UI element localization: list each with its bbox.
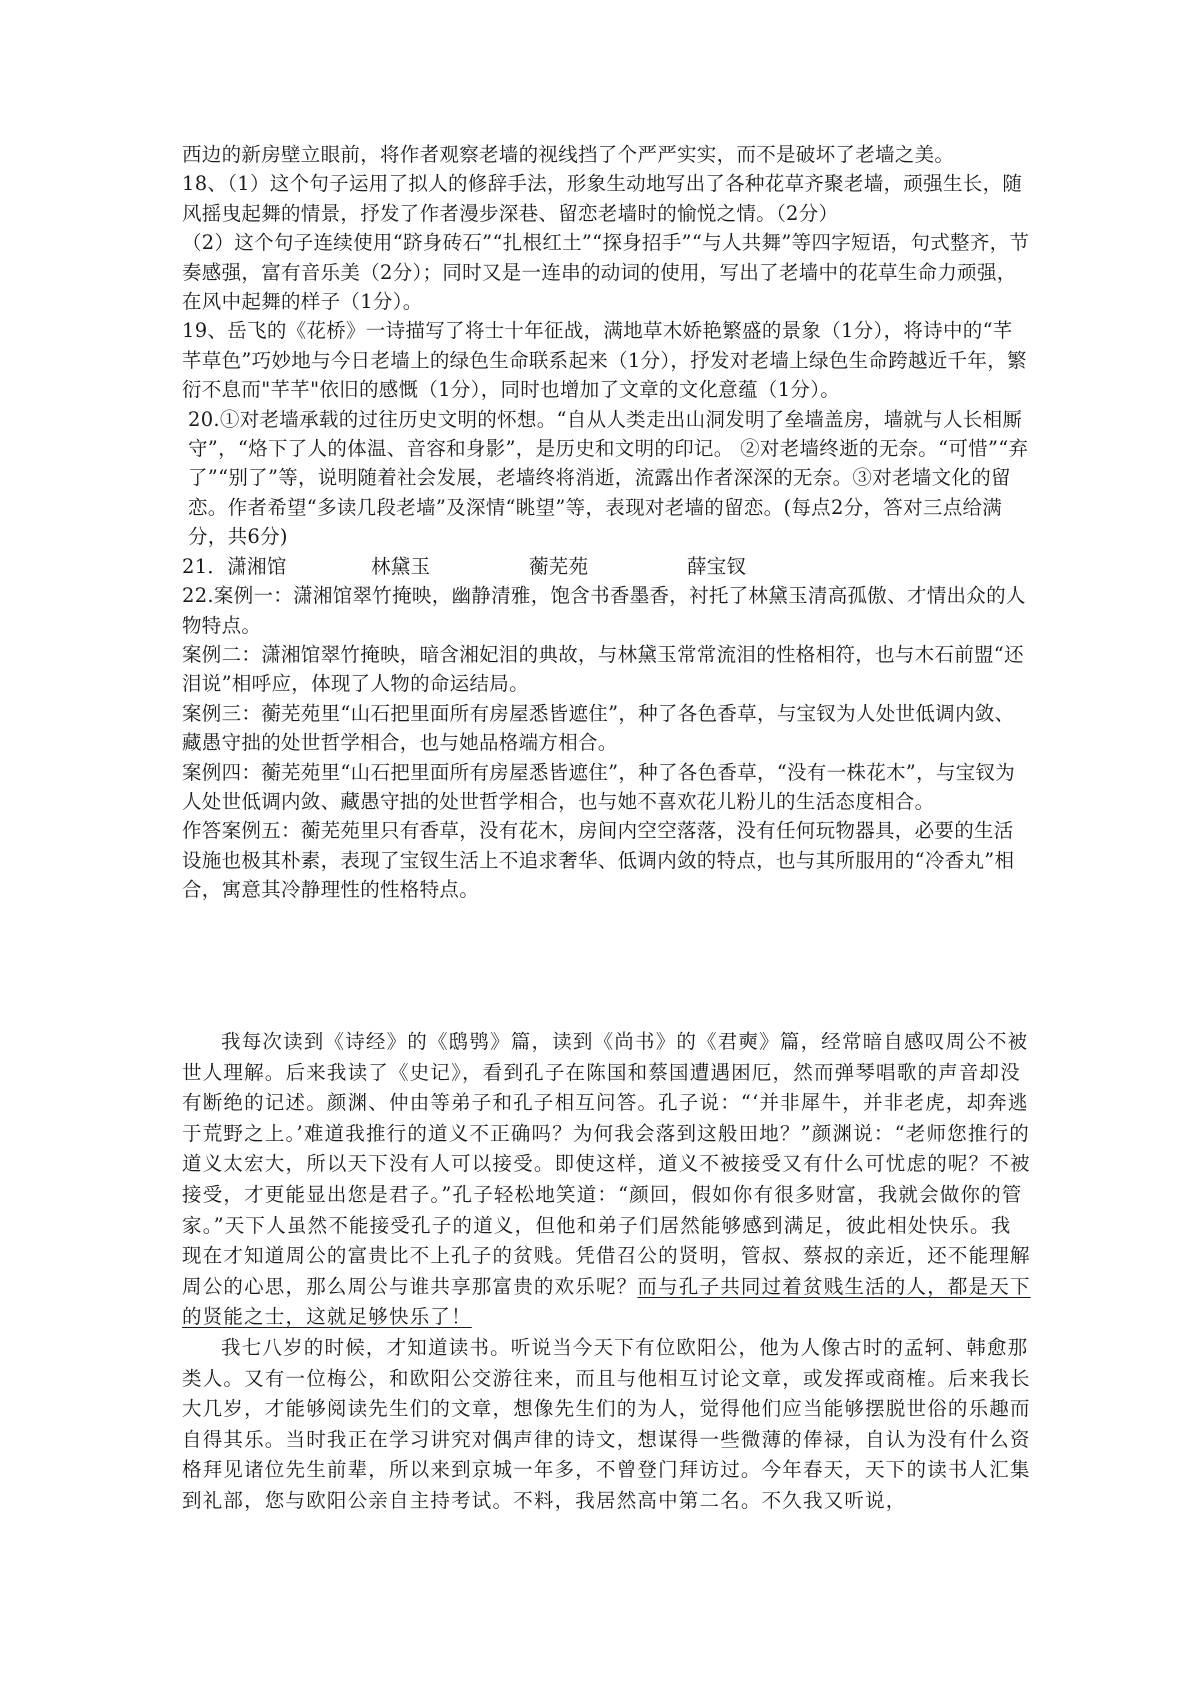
answer-18-part1: 18、（1）这个句子运用了拟人的修辞手法，形象生动地写出了各种花草齐聚老墙，顽强生长，随风摇曳起舞的情景，抒发了作者漫步深巷、留恋老墙时的愉悦之情。（2分）: [182, 172, 1023, 225]
answer-17-continuation: 西边的新房壁立眼前，将作者观察老墙的视线挡了个严严实实，而不是破坏了老墙之美。: [182, 143, 955, 166]
answer-22-case-2: 案例二：潇湘馆翠竹掩映，暗含湘妃泪的典故，与林黛玉常常流泪的性格相符，也与木石前盟“还泪说”相呼应，体现了人物的命运结局。: [182, 642, 1024, 696]
answer-19: 19、岳飞的《花桥》一诗描写了将士十年征战，满地草木娇艳繁盛的景象（1分），将诗中的“芊芊草色”巧妙地与今日老墙上的绿色生命联系起来（1分），抒发对老墙上绿色生命跨越近千年，繁衍不息而"芊芊"依旧的感慨（1分），同时也增加了文章的文化意蕴（1分）。: [182, 319, 1027, 402]
answer-22-case-4: 案例四：蘅芜苑里“山石把里面所有房屋悉皆遮住”，种了各色香草，“没有一株花木”，与宝钗为人处世低调内敛、藏愚守拙的处世哲学相合，也与她不喜欢花儿粉儿的生活态度相合。: [182, 760, 1016, 813]
answer-21-person-1: 林黛玉: [371, 554, 431, 578]
answer-21-place-1: 21．潇湘馆: [182, 554, 287, 578]
passage-paragraph-1-text: 我每次读到《诗经》的《鸱鸮》篇，读到《尚书》的《君奭》篇，经常暗自感叹周公不被世人理解。后来我读了《史记》，看到孔子在陈国和蔡国遭遇困厄，然而弹琴唱歌的声音却没有断绝的记述。颜渊、仲由等弟子和孔子相互问答。孔子说：“‘并非犀牛，并非老虎，却奔逃于荒野之上。’难道我推行的道义不正确吗？为何我会落到这般田地？”颜渊说：“老师您推行的道义太宏大，所以天下没有人可以接受。即使这样，道义不被接受又有什么可忧虑的呢？不被接受，才更能显出您是君子。”孔子轻松地笑道：“颜回，假如你有很多财富，我就会做你的管家。”天下人虽然不能接受孔子的道义，但他和弟子们居然能够感到满足，彼此相处快乐。我现在才知道周公的富贵比不上孔子的贫贱。凭借召公的贤明，管叔、蔡叔的亲近，还不能理解周公的心思，那么周公与谁共享那富贵的欢乐呢？: [182, 1030, 1031, 1298]
answer-22-case-5: 作答案例五：蘅芜苑里只有香草，没有花木，房间内空空落落，没有任何玩物器具，必要的生活设施也极其朴素，表现了宝钗生活上不追求奢华、低调内敛的特点，也与其所服用的“冷香丸”相合，寓意其冷静理性的性格特点。: [182, 819, 1015, 902]
passage-paragraph-2: 我七八岁的时候，才知道读书。听说当今天下有位欧阳公，他为人像古时的孟轲、韩愈那类人。又有一位梅公，和欧阳公交游往来，而且与他相互讨论文章，或发挥或商榷。后来我长大几岁，才能够阅读先生们的文章，想像先生们的为人，觉得他们应当能够摆脱世俗的乐趣而自得其乐。当时我正在学习讲究对偶声律的诗文，想谋得一些微薄的俸禄，自认为没有什么资格拜见诸位先生前辈，所以来到京城一年多，不曾登门拜访过。今年春天，天下的读书人汇集到礼部，您与欧阳公亲自主持考试。不料，我居然高中第二名。不久我又听说，: [182, 1335, 1031, 1512]
answer-21-person-2: 薛宝钗: [687, 554, 747, 578]
answer-key-section: [182, 140, 1032, 905]
passage-paragraph-1: [182, 1027, 1032, 1333]
answer-21-place-2: 蘅芜苑: [529, 554, 589, 578]
translation-passage: [182, 1027, 1032, 1517]
underlined-sentence: 而与孔子共同过着贫贱生活的人，都是天下的贤能之士，这就足够快乐了！: [182, 1274, 1031, 1329]
answer-18-part2: （2）这个句子连续使用“跻身砖石”“扎根红土”“探身招手”“与人共舞”等四字短语，句式整齐，节奏感强，富有音乐美（2分）；同时又是一连串的动词的使用，写出了老墙中的花草生命力顽强，在风中起舞的样子（1分）。: [182, 231, 1030, 314]
answer-20: 20.①对老墙承载的过往历史文明的怀想。“自从人类走出山洞发明了垒墙盖房，墙就与人长相厮守”，“烙下了人的体温、音容和身影”，是历史和文明的印记。 ②对老墙终逝的无奈。“可惜”“弃了”“别了”等，说明随着社会发展，老墙终将消逝，流露出作者深深的无奈。③对老墙文化的留恋。作者希望“多读几段老墙”及深情“眺望”等，表现对老墙的留恋。(每点2分，答对三点给满分，共6分): [188, 407, 1029, 549]
answer-21: [182, 552, 1032, 581]
answer-22-case-1: 22.案例一：潇湘馆翠竹掩映，幽静清雅，饱含书香墨香，衬托了林黛玉清高孤傲、才情出众的人物特点。: [182, 584, 1026, 637]
answer-22-case-3: 案例三：蘅芜苑里“山石把里面所有房屋悉皆遮住”，种了各色香草，与宝钗为人处世低调内敛、藏愚守拙的处世哲学相合，也与她品格端方相合。: [182, 701, 1015, 755]
